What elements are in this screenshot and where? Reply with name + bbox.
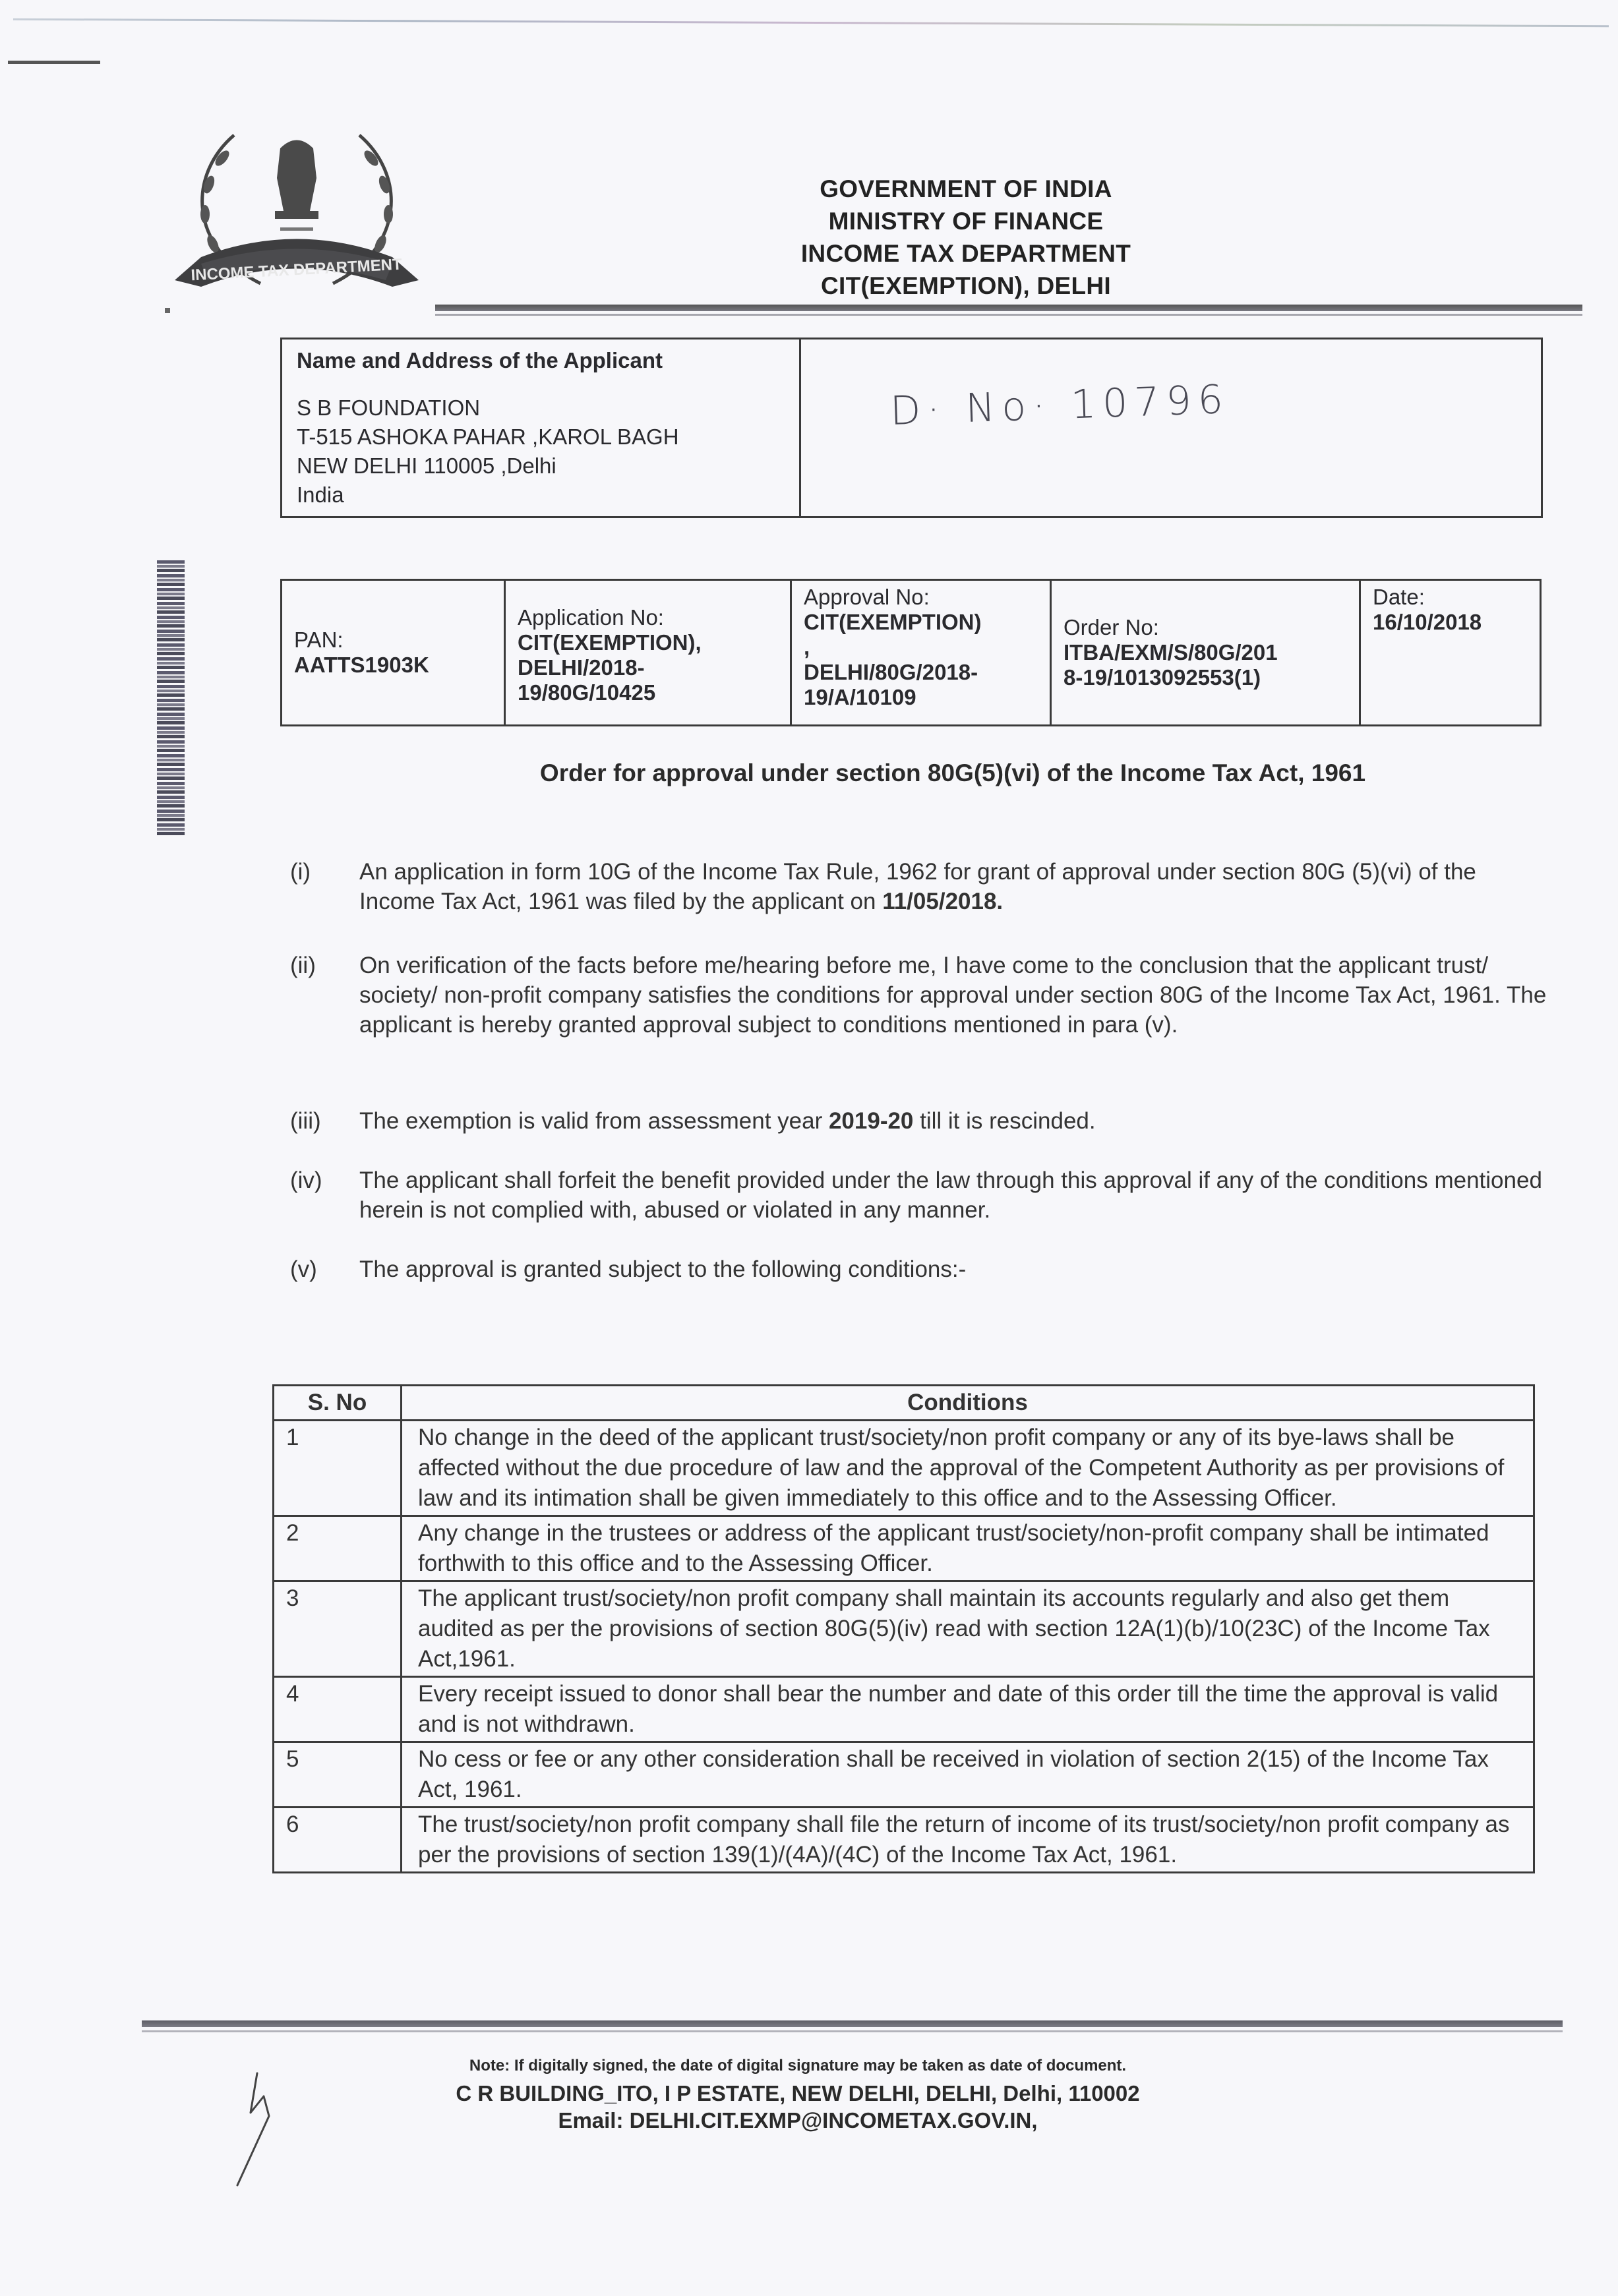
approval-no-value: 19/A/10109 bbox=[804, 685, 916, 709]
paragraph-i bbox=[290, 857, 1556, 916]
income-tax-department-emblem-icon bbox=[162, 122, 432, 320]
approval-no-value: DELHI/80G/2018- bbox=[804, 660, 978, 684]
approval-no-cell bbox=[791, 580, 1051, 726]
condition-number: 4 bbox=[274, 1677, 402, 1742]
table-row bbox=[274, 1677, 1534, 1742]
table-row bbox=[274, 1421, 1534, 1516]
header-line-department: INCOME TAX DEPARTMENT bbox=[800, 240, 1131, 267]
paragraph-iv bbox=[290, 1165, 1556, 1225]
footer-email: Email: DELHI.CIT.EXMP@INCOMETAX.GOV.IN, bbox=[558, 2108, 1038, 2133]
approval-no-label: Approval No: bbox=[804, 585, 930, 609]
order-no-cell bbox=[1051, 580, 1360, 726]
header-line-office: CIT(EXEMPTION), DELHI bbox=[820, 272, 1112, 299]
handwritten-dispatch-number: D· No· 10796 bbox=[889, 376, 1231, 434]
order-no-value: 8-19/1013092553(1) bbox=[1064, 665, 1261, 690]
application-no-value: CIT(EXEMPTION), bbox=[518, 630, 702, 655]
application-no-label: Application No: bbox=[518, 605, 664, 630]
condition-text: The applicant trust/society/non profit company shall maintain its accounts regularly and also get them audited as per the provisions of section 80G(5)(iv) read with section 12A(1)(b)/10(23C) of the Income Tax Act,1961. bbox=[402, 1581, 1534, 1677]
condition-text: No cess or fee or any other consideration shall be received in violation of section 2(15) of the Income Tax Act, 1961. bbox=[402, 1742, 1534, 1808]
pan-value: AATTS1903K bbox=[294, 653, 429, 677]
approval-no-value: , bbox=[804, 635, 810, 659]
footer-address: C R BUILDING_ITO, I P ESTATE, NEW DELHI, DELHI, Delhi, 110002 bbox=[456, 2081, 1140, 2105]
order-info-table bbox=[280, 579, 1542, 726]
assessment-year: 2019-20 bbox=[828, 1108, 914, 1134]
footer-note: Note: If digitally signed, the date of digital signature may be taken as date of document. bbox=[469, 2057, 1127, 2075]
date-value: 16/10/2018 bbox=[1373, 610, 1482, 634]
date-label: Date: bbox=[1373, 585, 1425, 609]
table-row bbox=[274, 1808, 1534, 1873]
footer-divider-thin bbox=[142, 2030, 1563, 2032]
column-header-conditions: Conditions bbox=[402, 1386, 1534, 1421]
pan-label: PAN: bbox=[294, 628, 344, 652]
table-row bbox=[274, 1516, 1534, 1581]
scan-edge-line bbox=[13, 18, 1609, 28]
letterhead-title bbox=[659, 173, 1273, 302]
pan-cell bbox=[282, 580, 505, 726]
paragraph-text: The applicant shall forfeit the benefit provided under the law through this approval if any of the conditions mentioned herein is not complied with, abused or violated in any manner. bbox=[359, 1167, 1542, 1223]
table-row bbox=[274, 1581, 1534, 1677]
condition-number: 3 bbox=[274, 1581, 402, 1677]
paragraph-number: (i) bbox=[290, 859, 311, 885]
application-no-value: 19/80G/10425 bbox=[518, 680, 656, 705]
application-no-cell bbox=[505, 580, 791, 726]
condition-text: The trust/society/non profit company shall file the return of income of its trust/society/non profit company as per the provisions of section 139(1)/(4A)/(4C) of the Income Tax Act, 1961. bbox=[402, 1808, 1534, 1873]
applicant-address-line: T-515 ASHOKA PAHAR ,KAROL BAGH bbox=[297, 425, 679, 449]
application-no-value: DELHI/2018- bbox=[518, 655, 645, 680]
paragraph-v bbox=[290, 1254, 1556, 1284]
table-header-row bbox=[274, 1386, 1534, 1421]
condition-text: Every receipt issued to donor shall bear the number and date of this order till the time the approval is valid and is not withdrawn. bbox=[402, 1677, 1534, 1742]
order-no-value: ITBA/EXM/S/80G/201 bbox=[1064, 640, 1278, 664]
filing-date: 11/05/2018. bbox=[882, 889, 1004, 914]
condition-number: 2 bbox=[274, 1516, 402, 1581]
condition-number: 6 bbox=[274, 1808, 402, 1873]
header-divider bbox=[435, 305, 1582, 311]
header-line-ministry: MINISTRY OF FINANCE bbox=[828, 208, 1104, 235]
barcode bbox=[157, 560, 185, 837]
applicant-address-line: NEW DELHI 110005 ,Delhi bbox=[297, 454, 556, 478]
paragraph-iii bbox=[290, 1106, 1556, 1136]
paragraph-text: On verification of the facts before me/hearing before me, I have come to the conclusion that the applicant trust/ society/ non-profit company satisfies the conditions for approval under section 80G of the Income Tax Act, 1961. The applicant is hereby granted approval subject to conditions mentioned in para (v). bbox=[359, 953, 1547, 1038]
order-title: Order for approval under section 80G(5)(vi) of the Income Tax Act, 1961 bbox=[539, 759, 1366, 786]
applicant-address-line: India bbox=[297, 483, 344, 507]
applicant-name: S B FOUNDATION bbox=[297, 396, 481, 420]
condition-number: 5 bbox=[274, 1742, 402, 1808]
paragraph-ii bbox=[290, 951, 1556, 1040]
paragraph-number: (iv) bbox=[290, 1167, 322, 1193]
svg-text:INCOME TAX DEPARTMENT: INCOME TAX DEPARTMENT bbox=[190, 255, 403, 285]
conditions-table bbox=[272, 1384, 1535, 1873]
order-no-label: Order No: bbox=[1064, 615, 1159, 639]
paragraph-number: (v) bbox=[290, 1256, 317, 1282]
header-line-government: GOVERNMENT OF INDIA bbox=[820, 175, 1112, 202]
applicant-label: Name and Address of the Applicant bbox=[297, 348, 663, 372]
paragraph-number: (ii) bbox=[290, 953, 316, 978]
condition-text: Any change in the trustees or address of the applicant trust/society/non-profit company shall be intimated forthwith to this office and to the Assessing Officer. bbox=[402, 1516, 1534, 1581]
column-header-sno: S. No bbox=[274, 1386, 402, 1421]
paragraph-text: till it is rescinded. bbox=[913, 1108, 1096, 1134]
table-row bbox=[274, 1742, 1534, 1808]
header-divider-thin bbox=[435, 314, 1582, 316]
applicant-details-cell bbox=[282, 339, 800, 517]
paragraph-text: The approval is granted subject to the following conditions:- bbox=[359, 1256, 967, 1282]
approval-no-value: CIT(EXEMPTION) bbox=[804, 610, 982, 634]
paragraph-text: The exemption is valid from assessment year bbox=[359, 1108, 829, 1134]
paragraph-text: An application in form 10G of the Income Tax Rule, 1962 for grant of approval under section 80G (5)(vi) of the Income Tax Act, 1961 was filed by the applicant on bbox=[359, 859, 1476, 914]
scan-corner-mark bbox=[8, 61, 100, 64]
condition-number: 1 bbox=[274, 1421, 402, 1516]
signature-icon bbox=[218, 2070, 297, 2189]
footer-divider bbox=[142, 2020, 1563, 2027]
date-cell bbox=[1360, 580, 1541, 726]
condition-text: No change in the deed of the applicant trust/society/non profit company or any of its bye-laws shall be affected without the due procedure of law and the approval of the Competent Authority as per provisions of law and its intimation shall be given immediately to this office and to the Assessing Officer. bbox=[402, 1421, 1534, 1516]
paragraph-number: (iii) bbox=[290, 1108, 321, 1134]
